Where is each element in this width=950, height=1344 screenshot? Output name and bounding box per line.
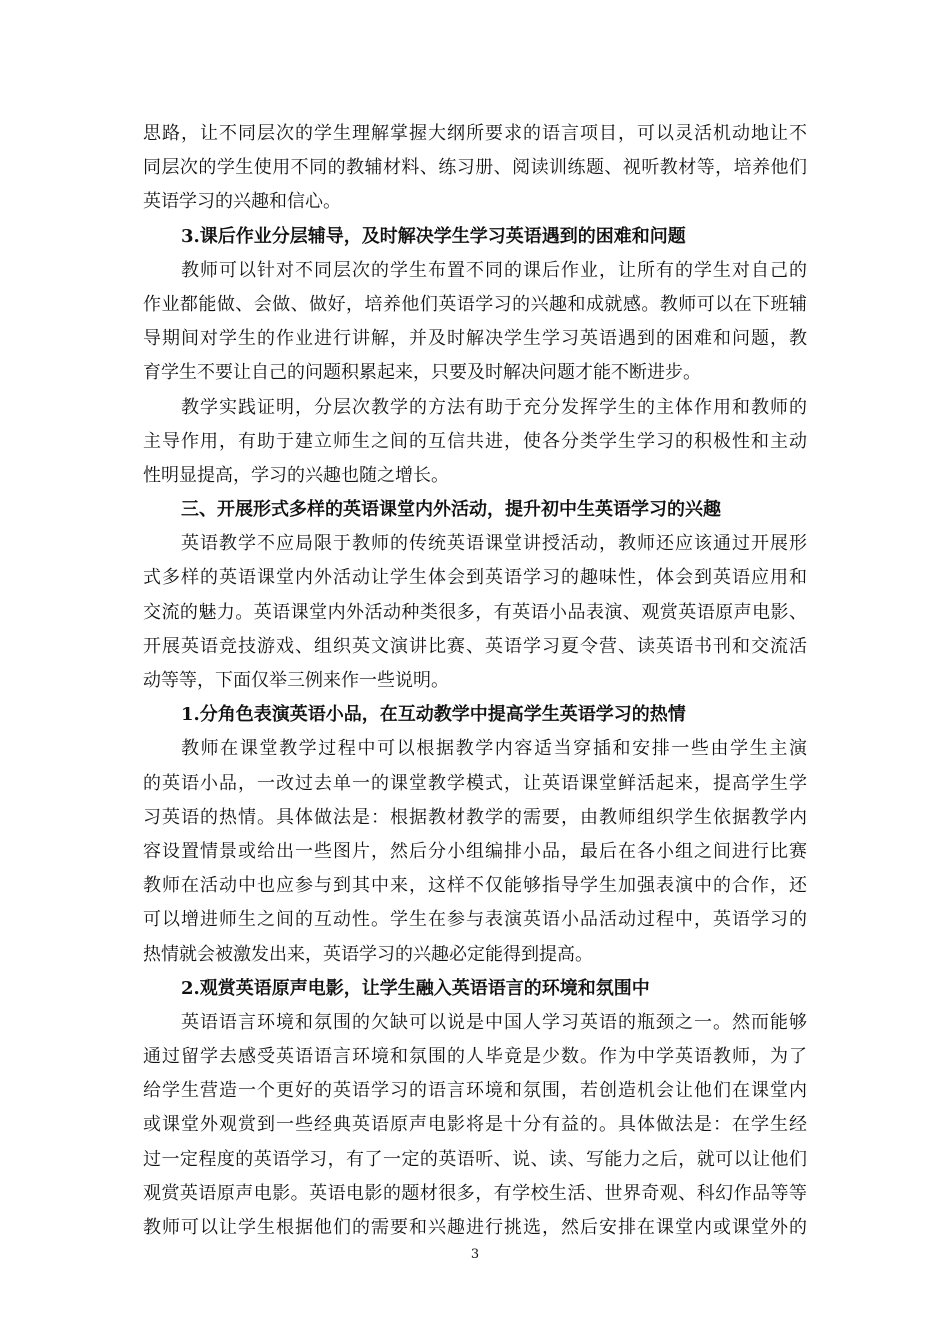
- paragraph-line: 热情就会被激发出来，英语学习的兴趣必定能得到提高。: [143, 943, 593, 965]
- paragraph-line: 英语教学不应局限于教师的传统英语课堂讲授活动，教师还应该通过开展形: [181, 533, 807, 555]
- section-heading: 3.课后作业分层辅导，及时解决学生学习英语遇到的困难和问题: [181, 225, 686, 247]
- paragraph-line: 观赏英语原声电影。英语电影的题材很多，有学校生活、世界奇观、科幻作品等等: [143, 1182, 807, 1204]
- paragraph-line: 可以增进师生之间的互动性。学生在参与表演英语小品活动过程中，英语学习的: [143, 909, 807, 931]
- paragraph-line: 同层次的学生使用不同的教辅材料、练习册、阅读训练题、视听教材等，培养他们: [143, 157, 807, 179]
- paragraph-line: 导期间对学生的作业进行讲解，并及时解决学生学习英语遇到的困难和问题，教: [143, 328, 807, 350]
- paragraph-line: 容设置情景或给出一些图片，然后分小组编排小品，最后在各小组之间进行比赛: [143, 840, 807, 862]
- paragraph-line: 教师可以让学生根据他们的需要和兴趣进行挑选，然后安排在课堂内或课堂外的: [143, 1217, 807, 1238]
- paragraph-line: 给学生营造一个更好的英语学习的语言环境和氛围，若创造机会让他们在课堂内: [143, 1080, 807, 1102]
- page-number: 3: [470, 1247, 480, 1262]
- paragraph-line: 习英语的热情。具体做法是：根据教材教学的需要，由教师组织学生依据教学内: [143, 806, 807, 828]
- paragraph-line: 性明显提高，学习的兴趣也随之增长。: [143, 464, 449, 486]
- paragraph-line: 过一定程度的英语学习，有了一定的英语听、说、读、写能力之后，就可以让他们: [143, 1148, 807, 1170]
- section-heading: 三、开展形式多样的英语课堂内外活动，提升初中生英语学习的兴趣: [181, 499, 721, 521]
- paragraph-line: 思路，让不同层次的学生理解掌握大纲所要求的语言项目，可以灵活机动地让不: [143, 123, 807, 144]
- paragraph-line: 开展英语竞技游戏、组织英文演讲比赛、英语学习夏令营、读英语书刊和交流活: [143, 635, 807, 657]
- paragraph-line: 教师在课堂教学过程中可以根据教学内容适当穿插和安排一些由学生主演: [181, 738, 807, 760]
- paragraph-line: 的英语小品，一改过去单一的课堂教学模式，让英语课堂鲜活起来，提高学生学: [143, 772, 807, 794]
- paragraph-line: 英语学习的兴趣和信心。: [143, 191, 341, 213]
- paragraph-line: 作业都能做、会做、做好，培养他们英语学习的兴趣和成就感。教师可以在下班辅: [143, 293, 807, 315]
- paragraph-line: 教师在活动中也应参与到其中来，这样不仅能够指导学生加强表演中的合作，还: [143, 875, 807, 897]
- paragraph-line: 英语语言环境和氛围的欠缺可以说是中国人学习英语的瓶颈之一。然而能够: [181, 1011, 807, 1033]
- paragraph-line: 交流的魅力。英语课堂内外活动种类很多，有英语小品表演、观赏英语原声电影、: [143, 601, 807, 623]
- paragraph-line: 式多样的英语课堂内外活动让学生体会到英语学习的趣味性，体会到英语应用和: [143, 567, 807, 589]
- paragraph-line: 动等等，下面仅举三例来作一些说明。: [143, 670, 449, 691]
- section-heading: 2.观赏英语原声电影，让学生融入英语语言的环境和氛围中: [181, 977, 650, 999]
- paragraph-line: 教师可以针对不同层次的学生布置不同的课后作业，让所有的学生对自己的: [181, 259, 807, 281]
- paragraph-line: 主导作用，有助于建立师生之间的互信共进，使各分类学生学习的积极性和主动: [143, 430, 807, 452]
- paragraph-line: 通过留学去感受英语语言环境和氛围的人毕竟是少数。作为中学英语教师，为了: [143, 1046, 807, 1068]
- paragraph-line: 或课堂外观赏到一些经典英语原声电影将是十分有益的。具体做法是：在学生经: [143, 1114, 807, 1136]
- paragraph-line: 育学生不要让自己的问题积累起来，只要及时解决问题才能不断进步。: [143, 362, 701, 384]
- paragraph-line: 教学实践证明，分层次教学的方法有助于充分发挥学生的主体作用和教师的: [181, 396, 807, 418]
- document-body: [143, 117, 807, 1245]
- section-heading: 1.分角色表演英语小品，在互动教学中提高学生英语学习的热情: [181, 704, 686, 726]
